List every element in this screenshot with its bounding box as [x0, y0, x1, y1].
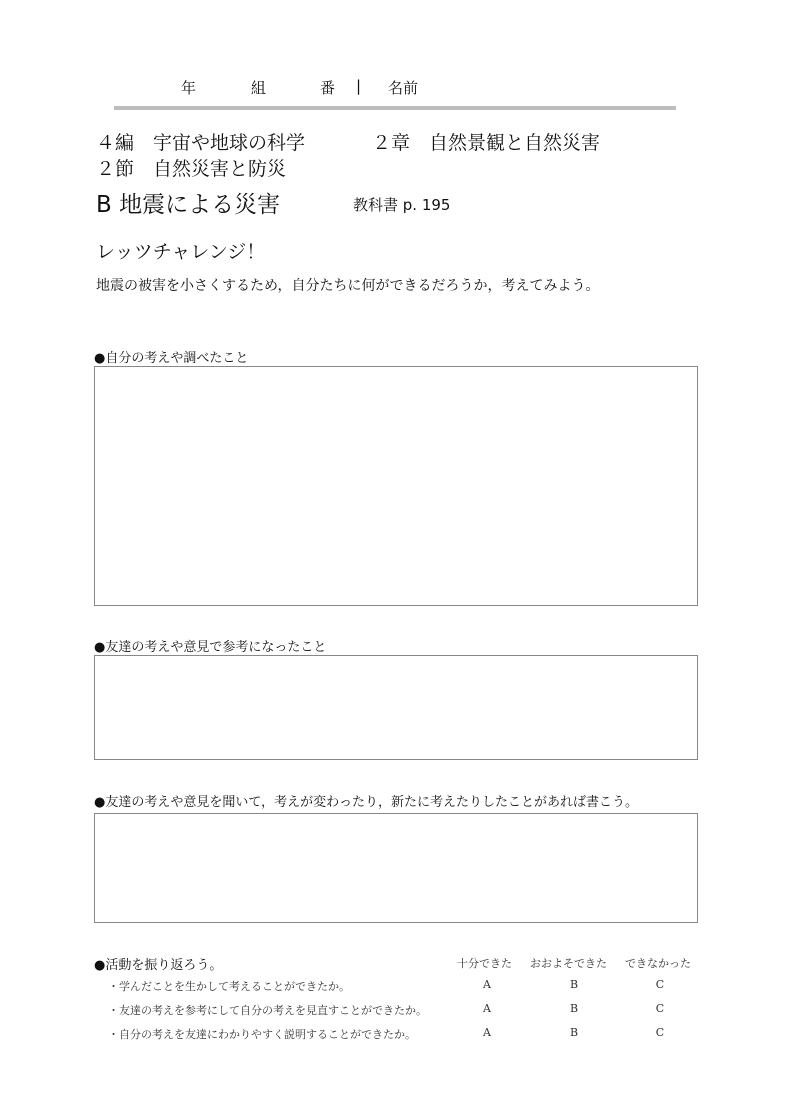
grade-a-2[interactable]: A: [483, 1002, 491, 1015]
grade-b-3[interactable]: B: [569, 1026, 579, 1039]
lesson-title: B 地震による災害: [96, 192, 281, 218]
grade-c-2[interactable]: C: [655, 1002, 665, 1015]
unit-section: ２節 自然災害と防災: [96, 158, 287, 180]
grade-c-3[interactable]: C: [655, 1026, 665, 1039]
reflection-heading: ●活動を振り返ろう。: [94, 958, 223, 973]
own-ideas-box[interactable]: [94, 366, 698, 606]
textbook-reference: 教科書 p. 195: [353, 196, 451, 214]
header-rule: [114, 106, 676, 110]
changed-ideas-box[interactable]: [94, 813, 698, 923]
column-sufficient: 十分できた: [457, 957, 512, 970]
number-label: 番: [320, 79, 336, 97]
section-friends-heading: ●友達の考えや意見で参考になったこと: [94, 640, 327, 655]
reflection-item-2: ・友達の考えを参考にして自分の考えを見直すことができたか。: [108, 1004, 427, 1017]
year-label: 年: [181, 79, 197, 97]
grade-a-3[interactable]: A: [483, 1026, 491, 1039]
reflection-item-3: ・自分の考えを友達にわかりやすく説明することができたか。: [108, 1028, 416, 1041]
grade-b-2[interactable]: B: [569, 1002, 579, 1015]
header-separator: |: [356, 77, 362, 95]
grade-c-1[interactable]: C: [655, 978, 665, 991]
unit-part: ４編 宇宙や地球の科学: [96, 132, 306, 154]
section-changed-heading: ●友達の考えや意見を聞いて，考えが変わったり，新たに考えたりしたことがあれば書こう。: [94, 795, 638, 810]
unit-chapter: ２章 自然景観と自然災害: [372, 132, 601, 154]
column-not: できなかった: [625, 957, 691, 970]
column-mostly: おおよそできた: [530, 957, 607, 970]
challenge-title: レッツチャレンジ！: [96, 241, 266, 263]
name-label: 名前: [388, 79, 419, 97]
challenge-prompt: 地震の被害を小さくするため，自分たちに何ができるだろうか，考えてみよう。: [96, 278, 600, 294]
friends-ideas-box[interactable]: [94, 655, 698, 760]
class-label: 組: [251, 79, 267, 97]
grade-b-1[interactable]: B: [569, 978, 579, 991]
reflection-item-1: ・学んだことを生かして考えることができたか。: [108, 980, 350, 993]
section-own-heading: ●自分の考えや調べたこと: [94, 351, 249, 366]
grade-a-1[interactable]: A: [483, 978, 491, 991]
